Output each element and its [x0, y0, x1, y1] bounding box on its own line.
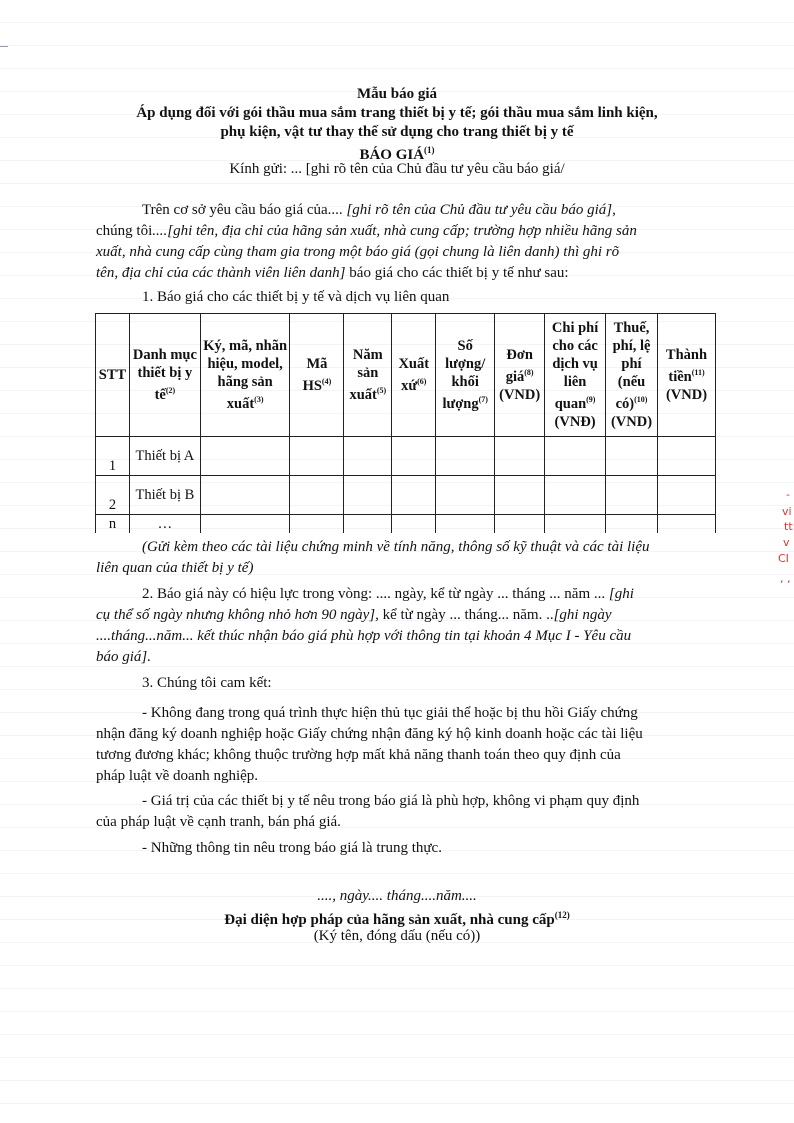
table-row: [96, 515, 716, 534]
table-cell: [495, 515, 545, 534]
s2-l1-italic: [ghi: [605, 586, 634, 602]
table-cell: [657, 515, 715, 534]
col-service-cost: [545, 314, 606, 437]
note-5: (5): [376, 386, 387, 396]
edge-mark: CI: [778, 552, 789, 565]
note-4: (4): [321, 377, 332, 387]
quote-table: [95, 313, 716, 533]
table-cell: [606, 476, 658, 515]
intro-l2-italic: ....[ghi tên, địa chỉ của hãng sản xuất, nhà cung cấp; trường hợp nhiều hãng sản: [152, 223, 637, 239]
intro-l1-plain: Trên cơ sở yêu cầu báo giá của....: [142, 202, 343, 218]
intro-l1-italic: [ghi rõ tên của Chủ đầu tư yêu cầu báo giá],: [342, 202, 616, 218]
table-cell: [200, 437, 290, 476]
date-line: ...., ngày.... tháng....năm....: [317, 888, 477, 904]
section-2-line-2: [96, 605, 746, 626]
row-item: Thiết bị A: [129, 437, 200, 476]
edge-mark: -: [786, 488, 790, 501]
note-11: (11): [691, 368, 705, 378]
note-3: (3): [254, 395, 264, 405]
table-cell: [392, 476, 436, 515]
intro-l4-italic: tên, địa chỉ của các thành viên liên danh]: [96, 265, 346, 281]
table-cell: [344, 476, 392, 515]
table-cell: [545, 515, 606, 534]
row-stt: 1: [96, 437, 130, 476]
s2-l2-plain: kể từ ngày ... tháng... năm. ..: [378, 607, 554, 623]
form-title: Mẫu báo giá: [356, 86, 437, 102]
sign-note: (Ký tên, đóng dấu (nếu có)): [313, 928, 481, 944]
s2-l1-plain: 2. Báo giá này có hiệu lực trong vòng: .... ngày, kể từ ngày ... tháng ... năm ...: [142, 586, 606, 602]
col-stt-label: STT: [98, 367, 127, 383]
note-9: (9): [586, 395, 596, 405]
table-row: [96, 437, 716, 476]
table-cell: [436, 515, 495, 534]
note-8: (8): [524, 368, 534, 378]
col-year-label: Năm sản xuất: [349, 347, 383, 403]
table-cell: [606, 515, 658, 534]
table-header-row: [96, 314, 716, 437]
table-cell: [495, 437, 545, 476]
rep-title-note: (12): [554, 910, 570, 920]
row-stt: 2: [96, 476, 130, 515]
table-cell: [290, 476, 344, 515]
commit-1-line-1: - Không đang trong quá trình thực hiện thủ tục giải thể hoặc bị thu hồi Giấy chứng: [142, 705, 638, 721]
col-brand-model: [200, 314, 290, 437]
table-cell: [545, 476, 606, 515]
commit-3: - Những thông tin nêu trong báo giá là trung thực.: [142, 840, 442, 856]
col-device-list: [129, 314, 200, 437]
intro-line-3: xuất, nhà cung cấp cùng tham gia trong một báo giá (gọi chung là liên danh) thì ghi rõ: [96, 244, 620, 260]
row-stt: n: [96, 515, 130, 534]
col-quantity-label: Số lượng/ khối lượng: [442, 338, 486, 412]
col-tax-fee-label: Thuế, phí, lệ phí (nếu có): [612, 320, 651, 412]
note-10: (10): [634, 395, 648, 405]
apply-line-1: Áp dụng đối với gói thầu mua sắm trang thiết bị y tế; gói thầu mua sắm linh kiện,: [136, 105, 658, 121]
scan-edge-line: [0, 46, 8, 47]
table-cell: [290, 515, 344, 534]
table-cell: [436, 476, 495, 515]
col-brand-model-label: Ký, mã, nhãn hiệu, model, hãng sản xuất: [203, 338, 288, 412]
col-hs-code: [290, 314, 344, 437]
note-6: (6): [417, 377, 427, 387]
table-cell: [392, 437, 436, 476]
table-cell: [606, 437, 658, 476]
edge-mark: vi: [782, 505, 792, 518]
col-total-unit: (VND): [665, 386, 708, 403]
col-tax-fee-unit: (VND): [610, 413, 653, 430]
col-year: [344, 314, 392, 437]
table-cell: [436, 437, 495, 476]
note-7: (7): [478, 395, 488, 405]
edge-mark: v: [783, 536, 790, 549]
section-2-line-4: báo giá].: [96, 649, 152, 665]
table-cell: [392, 515, 436, 534]
intro-line-4: [96, 263, 746, 284]
section-2-line-1: [142, 584, 752, 605]
table-cell: [200, 476, 290, 515]
s2-l2-italic: cụ thể số ngày nhưng không nhỏ hơn 90 ngày],: [96, 607, 379, 623]
table-cell: [545, 437, 606, 476]
section-2-line-3: ....tháng...năm... kết thúc nhận báo giá phù hợp với thông tin tại khoản 4 Mục I - Yêu cầu: [96, 628, 632, 644]
col-service-cost-unit: (VNĐ): [554, 413, 596, 430]
table-cell: [344, 437, 392, 476]
col-total-label: Thành tiền: [665, 347, 708, 385]
note-2: (2): [165, 386, 176, 396]
col-hs-code-label: Mã HS: [302, 356, 328, 394]
edge-mark: , ,: [780, 572, 791, 585]
row-item: …: [129, 515, 200, 534]
s2-l2-italic2: [ghi ngày: [553, 607, 612, 623]
commit-1-line-3: tương đương khác; không thuộc trường hợp mất khả năng thanh toán theo quy định của: [96, 747, 621, 763]
table-cell: [344, 515, 392, 534]
table-cell: [200, 515, 290, 534]
intro-l4-plain: báo giá cho các thiết bị y tế như sau:: [345, 265, 569, 281]
commit-1-line-2: nhận đăng ký doanh nghiệp hoặc Giấy chứng nhận đăng ký hộ kinh doanh hoặc các tài liệu: [96, 726, 643, 742]
section-1-title: 1. Báo giá cho các thiết bị y tế và dịch vụ liên quan: [142, 289, 450, 305]
col-unit-price-label: Đơn giá: [505, 347, 533, 385]
doc-title-note: (1): [424, 145, 435, 155]
attach-note-line-1: (Gửi kèm theo các tài liệu chứng minh về tính năng, thông số kỹ thuật và các tài liệu: [142, 539, 650, 555]
col-service-cost-label: Chi phí cho các dịch vụ liên quan: [551, 320, 599, 412]
row-item: Thiết bị B: [129, 476, 200, 515]
table-cell: [290, 437, 344, 476]
apply-line-2: phụ kiện, vật tư thay thế sử dụng cho trang thiết bị y tế: [220, 124, 574, 140]
commit-2-line-1: - Giá trị của các thiết bị y tế nêu trong báo giá là phù hợp, không vi phạm quy định: [142, 793, 640, 809]
col-unit-price-unit: (VND): [499, 386, 541, 403]
intro-line-2: [96, 221, 746, 242]
col-device-list-label: Danh mục thiết bị y tế: [132, 347, 197, 403]
col-origin: [392, 314, 436, 437]
table-row: [96, 476, 716, 515]
addressee: Kính gửi: ... [ghi rõ tên của Chủ đầu tư yêu cầu báo giá/: [229, 161, 565, 177]
edge-mark: tt: [784, 520, 793, 533]
col-total: [657, 314, 715, 437]
table-cell: [495, 476, 545, 515]
table-cell: [657, 476, 715, 515]
intro-line-1: [142, 200, 742, 221]
col-origin-label: Xuất xứ: [398, 356, 430, 394]
rep-title-text: Đại diện hợp pháp của hãng sản xuất, nhà cung cấp: [224, 912, 555, 928]
commit-2-line-2: của pháp luật về cạnh tranh, bán phá giá.: [96, 814, 341, 830]
col-tax-fee: [606, 314, 658, 437]
doc-title-text: BÁO GIÁ: [359, 147, 425, 163]
table-cell: [657, 437, 715, 476]
col-quantity: [436, 314, 495, 437]
col-stt: [96, 314, 130, 437]
section-3-title: 3. Chúng tôi cam kết:: [142, 675, 272, 691]
intro-l2-plain: chúng tôi: [96, 223, 153, 239]
commit-1-line-4: pháp luật về doanh nghiệp.: [96, 768, 259, 784]
col-unit-price: [495, 314, 545, 437]
attach-note-line-2: liên quan của thiết bị y tế): [96, 560, 254, 576]
